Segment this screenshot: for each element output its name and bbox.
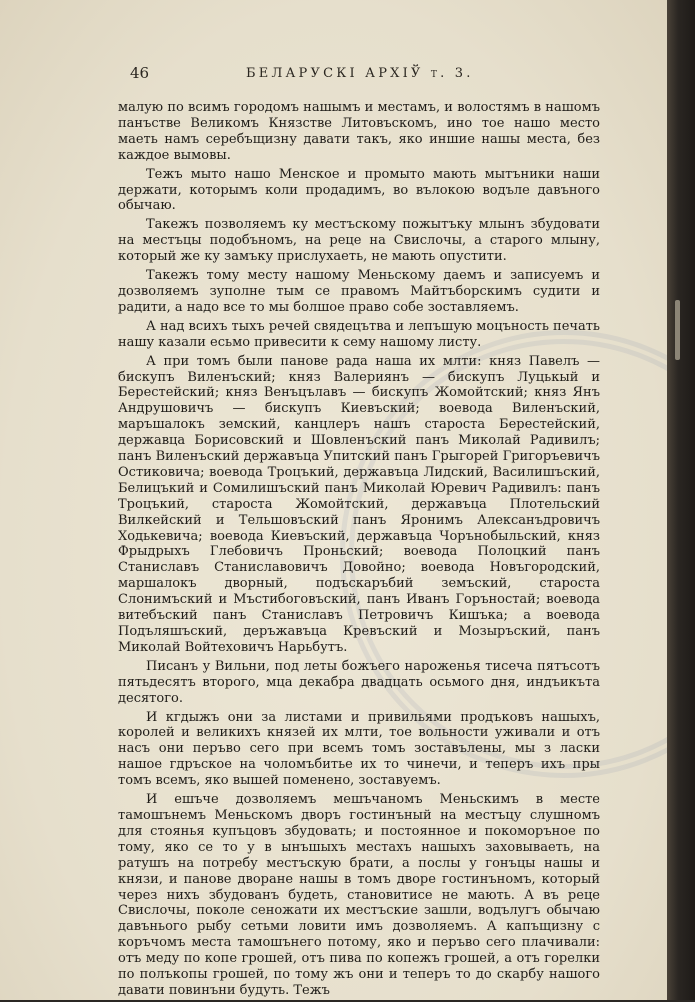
- page-header: [118, 64, 658, 86]
- paragraph-6: А при томъ были панове рада наша их млти: княз Павелъ — бискупъ Виленъский; княз Валериянъ — бискупъ Луцькый и Берестейский; княз Венъцълавъ — бискупъ Жомойтский; княз Янъ Андрушовичъ — бискупъ Киевъский; воевода Виленъский, маръшалокъ земский, канцлеръ нашъ староста Берестейский, державца Борисовский и Шовленъский панъ Миколай Радивилъ; панъ Виленъский державъца Упитский панъ Грыгорей Григоръевичъ Остиковича; воевода Троцъкий, державъца Лидский, Василишъский, Белицъкий и Сомилишъский панъ Миколай Юревич Радивилъ: панъ Троцъкий, староста Жомойтский, державъца Плотельский Вилкейский и Тельшовъский панъ Яронимъ Алексанъдровичъ Ходькевича; воевода Киевъский, державъца Чорънобыльский, княз Фрыдрыхъ Глебовичъ Проньский; воевода Полоцкий панъ Станиславъ Станиславовичъ Довойно; воевода Новъгородский, маршалокъ дворный, подъскаръбий земъский, староста Слонимъский и Мъстибоговъский, панъ Иванъ Горъностай; воевода витебъский панъ Станиславъ Петровичъ Кишъка; а воевода Подъляшъский, деръжавъца Кревъский и Мозыръский, панъ Миколай Войтеховичъ Нарьбутъ.: [118, 353, 600, 655]
- paragraph-1: малую по всимъ городомъ нашымъ и местамъ, и волостямъ в нашомъ панъстве Великомъ Князстве Литовъскомъ, ино тое нашо место маеть намъ серебъщизну давати такъ, яко иншие нашы места, без каждое вымовы.: [118, 100, 600, 163]
- binding-mark: [675, 300, 680, 360]
- body-text: [118, 100, 600, 1002]
- paragraph-8: И кгдыжъ они за листами и привильями продъковъ нашыхъ, королей и великихъ князей их млти, тое вольности уживали и отъ насъ они перъво сего при всемъ томъ зоставълены, мы з ласки нашое гдръское на чоломъбитье их то чинечи, и теперъ ихъ пры томъ всемъ, яко вышей поменено, зоставуемъ.: [118, 709, 600, 789]
- paragraph-3: Такежъ позволяемъ ку местъскому пожытъку млынъ збудовати на местъцы подобъномъ, на реце на Свислочы, а старого млыну, который же ку замъку прислухаеть, не мають опустити.: [118, 217, 600, 265]
- running-title: БЕЛАРУСКІ АРХІЎ т. 3.: [246, 66, 474, 81]
- paragraph-2: Тежъ мыто нашо Менское и промыто мають мытъники наши держати, которымъ коли продадимъ, во вълокою водъле давъного обычаю.: [118, 166, 600, 214]
- paragraph-5: А над всихъ тыхъ речей свядецътва и лепъшую моцъность печать нашу казали есьмо привесити к сему нашому листу.: [118, 318, 601, 350]
- book-binding-edge: [667, 0, 695, 1000]
- page-number: 46: [130, 64, 150, 82]
- paragraph-7: Писанъ у Вильни, под леты божъего нароженья тисеча пятъсотъ пятьдесятъ второго, мца декабра двадцать осьмого дня, индъикъта десятого.: [118, 658, 600, 706]
- paragraph-4: Такежъ тому месту нашому Меньскому даемъ и записуемъ и дозволяемъ зуполне тым се правомъ Майтъборскимъ судити и радити, а надо все то мы болшое право собе зоставляемъ.: [118, 268, 600, 315]
- paragraph-9: И ешъче дозволяемъ мешъчаномъ Меньскимъ в месте тамошънемъ Меньскомъ дворъ гостинъный на местъцу слушномъ для стоянья купъцовъ збудовать; и постоянное и покоморъное по тому, яко се то у в ынъшыхъ местахъ нашыхъ заховываеть, на ратушъ на потребу местъскую брати, а послы у гонъцы нашы и князи, и панове дворане нашы в томъ дворе гостинъномъ, который через нихъ збудованъ будеть, становитисе не мають. А въ реце Свислочы, поколе сеножати их местъские зашли, водълугъ обычаю давънього рыбу сетьми ловити имъ дозволяемъ. А капъщизну с коръчомъ места тамошънего потому, яко и перъво сего плачивали: отъ меду по копе грошей, отъ пива по копежъ грошей, а отъ горелки по полъкопы грошей, по тому жъ они и теперъ то до скарбу нашого давати повинъни будуть. Тежъ: [118, 792, 600, 998]
